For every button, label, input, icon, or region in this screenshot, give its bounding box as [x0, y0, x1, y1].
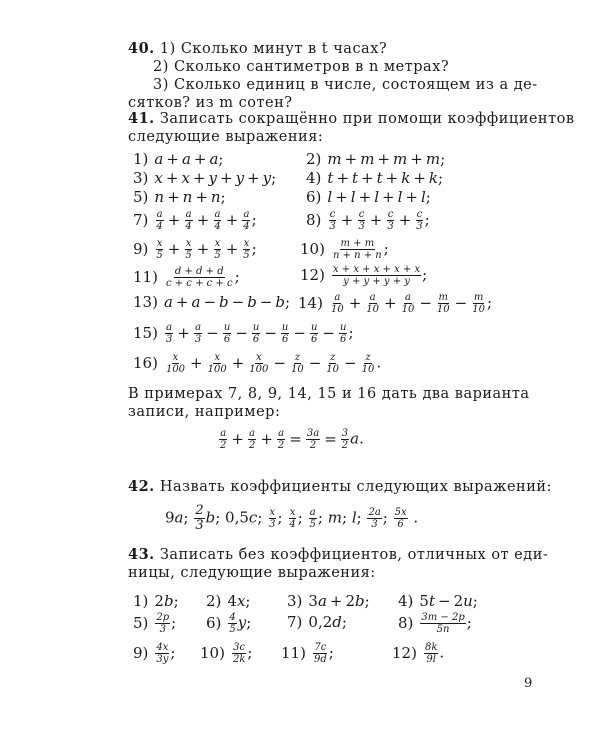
problem-42-heading: 42. Назвать коэффициенты следующих выражений: — [128, 478, 552, 495]
problem-42-expressions: 9a; $\frac{2}{3}$ b; 0,5c; $\frac{x}{3}$ ; $\frac{x}{4}$ ; $\frac{a}{5}$ ; m; l; $\frac{2a}{3}$ ; $\frac{5x}{6}$ . — [165, 503, 419, 533]
p43-expr-1: 1) 2b; — [133, 592, 179, 610]
p43-expr-12: 12) $\frac{8k}{9l}$ . — [392, 642, 445, 665]
expr-4: 4) t + t + t + k + k; — [306, 169, 444, 187]
p43-expr-10: 10) $\frac{3c}{2k}$ ; — [200, 642, 253, 665]
problem-43-heading-line-2: ницы, следующие выражения: — [128, 565, 376, 581]
problem-40-line-4: сятков? из m сотен? — [128, 95, 293, 111]
expr-9: 9) $\frac{x}{5}$ + $\frac{x}{5}$ + $\frac{x}{5}$ + $\frac{x}{5}$ ; — [133, 238, 257, 261]
expr-3: 3) x + x + y + y + y; — [133, 169, 277, 187]
expr-16: 16) $\frac{x}{100}$ + $\frac{x}{100}$ + $\frac{x}{100}$ − $\frac{z}{10}$ − $\frac{z}{10}$ − $\frac{z}{10}$ . — [133, 352, 382, 375]
p43-expr-3: 3) 3a + 2b; — [287, 592, 370, 610]
problem-40-line-2: 2) Сколько сантиметров в n метрах? — [153, 59, 450, 75]
p43-expr-8: 8) $\frac{3m - 2p}{5n}$ ; — [398, 612, 472, 635]
expr-13: 13) a + a − b − b − b; — [133, 293, 291, 311]
problem-41-note-line-1: В примерах 7, 8, 9, 14, 15 и 16 дать два варианта — [128, 386, 530, 402]
problem-41-note-line-2: записи, например: — [128, 404, 281, 420]
p43-expr-7: 7) 0,2d; — [287, 613, 347, 631]
p43-expr-5: 5) $\frac{2p}{3}$ ; — [133, 612, 177, 635]
p43-expr-4: 4) 5t − 2u; — [398, 592, 478, 610]
expr-6: 6) l + l + l + l + l; — [306, 188, 431, 206]
problem-41-heading: 41. Записать сокращённо при помощи коэффициентов — [128, 110, 575, 127]
problem-40-line-1: 40. 1) Сколько минут в t часах? — [128, 40, 388, 57]
problem-40-line-3: 3) Сколько единиц в числе, состоящем из a де- — [153, 77, 538, 93]
expr-1: 1) a + a + a; — [133, 150, 224, 168]
expr-5: 5) n + n + n; — [133, 188, 226, 206]
expr-2: 2) m + m + m + m; — [306, 150, 446, 168]
expr-14: 14) $\frac{a}{10}$ + $\frac{a}{10}$ + $\frac{a}{10}$ − $\frac{m}{10}$ − $\frac{m}{10}$ ; — [298, 292, 492, 315]
p43-expr-2: 2) 4x; — [206, 592, 251, 610]
expr-12: 12) $\frac{x + x + x + x + x}{y + y + y + y}$ ; — [300, 264, 428, 287]
problem-41-heading-line-2: следующие выражения: — [128, 129, 324, 145]
problem-43-heading: 43. Записать без коэффициентов, отличных от еди- — [128, 546, 549, 563]
expr-8: 8) $\frac{c}{3}$ + $\frac{c}{3}$ + $\frac{c}{3}$ + $\frac{c}{3}$ ; — [306, 209, 430, 232]
page-number: 9 — [524, 676, 533, 691]
expr-7: 7) $\frac{a}{4}$ + $\frac{a}{4}$ + $\frac{a}{4}$ + $\frac{a}{4}$ ; — [133, 209, 257, 232]
expr-10: 10) $\frac{m + m}{n + n + n}$ ; — [300, 238, 389, 261]
p43-expr-6: 6) $\frac{4}{5}$ y; — [206, 612, 252, 635]
expr-15: 15) $\frac{a}{3}$ + $\frac{a}{3}$ − $\frac{u}{6}$ − $\frac{u}{6}$ − $\frac{u}{6}$ − $\frac{u}{6}$ − $\frac{u}{6}$ ; — [133, 322, 354, 345]
example-formula: $\frac{a}{2}$ + $\frac{a}{2}$ + $\frac{a}{2}$ = $\frac{3a}{2}$ = $\frac{3}{2}$ a. — [220, 428, 364, 451]
p43-expr-9: 9) $\frac{4x}{3y}$ ; — [133, 642, 176, 665]
expr-11: 11) $\frac{d + d + d}{c + c + c + c}$ ; — [133, 266, 240, 289]
p43-expr-11: 11) $\frac{7c}{9d}$ ; — [281, 642, 334, 665]
